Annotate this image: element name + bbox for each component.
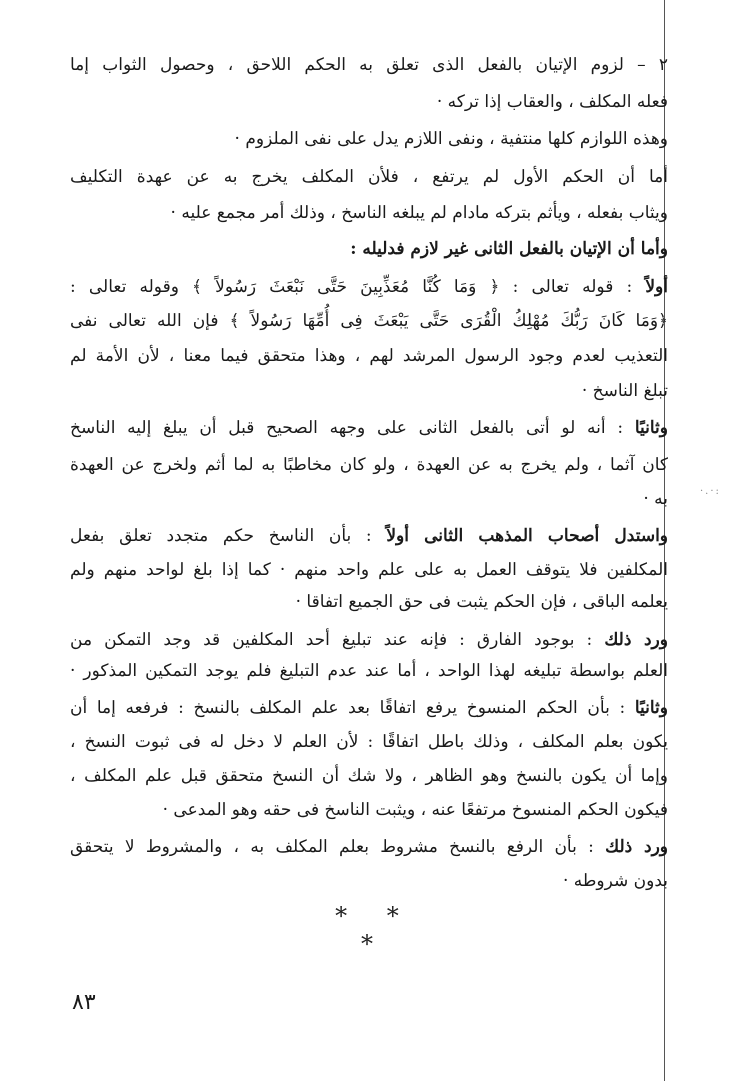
- text-line: ﴿وَمَا كَانَ رَبُّكَ مُهْلِكُ الْقُرَى حَتَّى يَبْعَثَ فِى أُمِّهَا رَسُولاً ﴾ فإن الله تعالى نفى: [70, 311, 668, 331]
- text-line: [70, 413, 668, 443]
- text-line: [70, 272, 668, 302]
- text-line: وهذه اللوازم كلها منتفية ، ونفى اللازم يدل على نفى الملزوم ·: [234, 129, 668, 149]
- bold-lead: وثانيًا: [634, 698, 668, 718]
- text-line: وإما أن يكون بالنسخ وهو الظاهر ، ولا شك أن النسخ متحقق قبل علم المكلف ،: [70, 766, 668, 786]
- text-line: يعلمه الباقى ، فإن الحكم يثبت فى حق الجميع اتفاقا ·: [295, 592, 668, 612]
- text-line: ٢ – لزوم الإتيان بالفعل الذى تعلق به الحكم اللاحق ، وحصول الثواب إما: [70, 55, 668, 75]
- bold-lead: وثانيًا: [634, 418, 668, 438]
- text-line: يكون بعلم المكلف ، وذلك باطل اتفاقًا : لأن العلم لا دخل له فى ثبوت النسخ ،: [70, 732, 668, 752]
- text-line: العلم بواسطة تبليغه لهذا الواحد ، أما عند عدم التبليغ فلم يوجد التمكين المذكور ·: [70, 661, 668, 681]
- bold-lead: ورد ذلك: [605, 837, 668, 857]
- text-line: ويثاب بفعله ، ويأثم بتركه مادام لم يبلغه الناسخ ، وذلك أمر مجمع عليه ·: [170, 203, 668, 223]
- text-line: أما أن الحكم الأول لم يرتفع ، فلأن المكلف يخرج به عن عهدة التكليف: [70, 167, 668, 187]
- scan-artifact: ·.·:: [700, 486, 721, 497]
- text-line: [70, 832, 668, 862]
- text-line: تبلغ الناسخ ·: [581, 381, 668, 401]
- bold-lead: أولاً: [645, 277, 668, 297]
- section-separator: * * *: [335, 902, 415, 958]
- page-number: ٨٣: [72, 990, 96, 1015]
- line-rest: : بأن الناسخ حكم متجدد تعلق بفعل: [70, 526, 387, 546]
- text-line: المكلفين فلا يتوقف العمل به على علم واحد منهم · كما إذا بلغ لواحد منهم ولم: [70, 560, 668, 580]
- line-rest: : بأن الحكم المنسوخ يرفع اتفاقًا بعد علم المكلف بالنسخ : فرفعه إما أن: [70, 698, 635, 718]
- text-line: كان آثما ، ولم يخرج به عن العهدة ، ولو كان مخاطبًا به لما أثم ولخرج عن العهدة: [70, 455, 668, 475]
- text-line: فيكون الحكم المنسوخ مرتفعًا عنه ، ويثبت الناسخ فى حقه وهو المدعى ·: [162, 800, 668, 820]
- text-line: [70, 693, 668, 723]
- bold-lead: واستدل أصحاب المذهب الثانى أولاً: [386, 526, 668, 546]
- bold-lead: ورد ذلك: [604, 630, 668, 650]
- text-line: [70, 625, 668, 655]
- section-heading: وأما أن الإتيان بالفعل الثانى غير لازم فدليله :: [350, 239, 668, 259]
- text-line: بدون شروطه ·: [562, 871, 668, 891]
- line-rest: : أنه لو أتى بالفعل الثانى على وجهه الصحيح قبل أن يبلغ إليه الناسخ: [70, 418, 635, 438]
- text-line: [70, 521, 668, 551]
- text-line: به ·: [643, 489, 668, 509]
- line-rest: : بأن الرفع بالنسخ مشروط بعلم المكلف به ، والمشروط لا يتحقق: [70, 837, 606, 857]
- line-rest: : قوله تعالى : ﴿ وَمَا كُنَّا مُعَذِّبِينَ حَتَّى نَبْعَثَ رَسُولاً ﴾ وقوله تعالى :: [70, 277, 646, 297]
- line-rest: : بوجود الفارق : فإنه عند تبليغ أحد المكلفين قد وجد التمكن من: [70, 630, 605, 650]
- text-line: التعذيب لعدم وجود الرسول المرشد لهم ، وهذا متحقق فيما معنا ، لأن الأمة لم: [70, 346, 668, 366]
- text-line: فعله المكلف ، والعقاب إذا تركه ·: [436, 92, 668, 112]
